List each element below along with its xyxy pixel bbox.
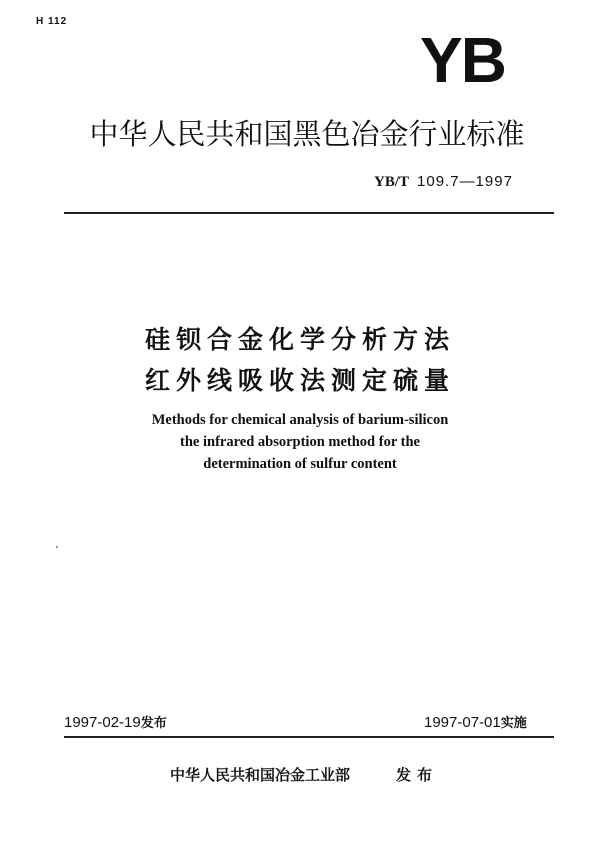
publisher-name: 中华人民共和国冶金工业部 [170,766,351,784]
implementation-date [424,712,527,731]
classification-code: H 112 [36,16,68,27]
issue-date-suffix: 发布 [140,716,167,731]
yb-logo: YB [420,24,505,96]
standard-number [374,172,513,191]
publish-word: 发布 [396,766,439,784]
authority-title: 中华人民共和国黑色冶金行业标准 [89,117,525,151]
issue-date-value: 1997-02-19 [64,714,141,731]
top-divider [64,212,554,214]
bottom-divider [64,736,554,738]
title-cn-line-1: 硅钡合金化学分析方法 [144,325,455,354]
implementation-date-suffix: 实施 [500,716,527,731]
title-en-line-1: Methods for chemical analysis of barium-silicon [151,412,449,428]
standard-number-value: 109.7—1997 [417,173,513,190]
issue-date [64,712,167,731]
implementation-date-value: 1997-07-01 [424,714,501,731]
title-en-line-3: determination of sulfur content [203,456,397,472]
scan-speck [56,546,58,548]
title-en-line-2: the infrared absorption method for the [180,434,420,450]
title-cn-line-2: 红外线吸收法测定硫量 [144,366,455,395]
standard-number-prefix: YB/T [374,174,410,190]
